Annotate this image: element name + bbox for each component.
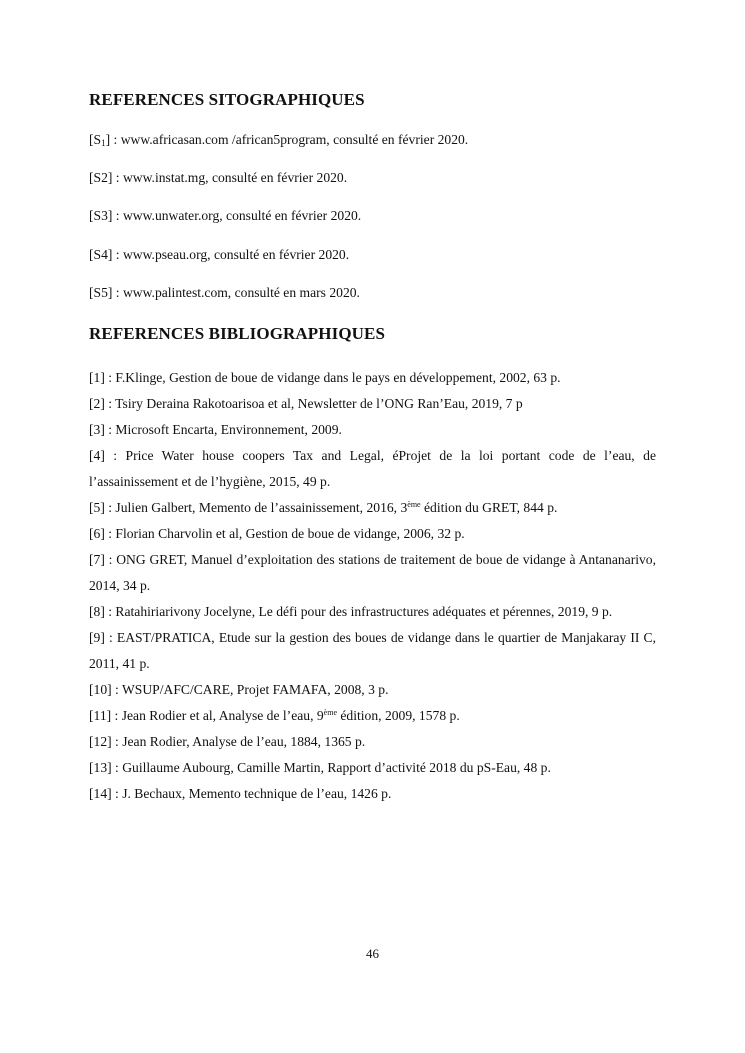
bibliography-item-6: [6] : Florian Charvolin et al, Gestion de boue de vidange, 2006, 32 p. [89, 526, 465, 541]
sitographic-item-s5: [S5] : www.palintest.com, consulté en mars 2020. [89, 285, 360, 300]
bibliography-item-13: [13] : Guillaume Aubourg, Camille Martin, Rapport d’activité 2018 du pS-Eau, 48 p. [89, 760, 551, 775]
sitographic-heading: REFERENCES SITOGRAPHIQUES [89, 90, 365, 109]
s1-text: : www.africasan.com /african5program, consulté en février 2020. [110, 132, 469, 147]
bibliography-item-8: [8] : Ratahiriarivony Jocelyne, Le défi pour des infrastructures adéquates et pérennes, 2019, 9 p. [89, 604, 613, 619]
item-5-superscript: ème [407, 500, 421, 509]
page-number: 46 [366, 946, 379, 961]
s1-label-pre: [S [89, 132, 102, 147]
bibliography-item-3: [3] : Microsoft Encarta, Environnement, 2009. [89, 422, 342, 437]
item-11-text-post: édition, 2009, 1578 p. [337, 708, 460, 723]
bibliography-item-1: [1] : F.Klinge, Gestion de boue de vidange dans le pays en développement, 2002, 63 p. [89, 370, 561, 385]
sitographic-item-s4: [S4] : www.pseau.org, consulté en février 2020. [89, 247, 350, 262]
bibliography-item-10: [10] : WSUP/AFC/CARE, Projet FAMAFA, 2008, 3 p. [89, 682, 389, 697]
bibliography-item-5 [89, 495, 656, 521]
item-11-text-pre: [11] : Jean Rodier et al, Analyse de l’eau, 9 [89, 708, 324, 723]
item-11-superscript: ème [323, 708, 337, 717]
bibliography-item-4: [4] : Price Water house coopers Tax and Legal, éProjet de la loi portant code de l’eau, de l’assainissement et de l’hygiène, 2015, 49 p. [89, 448, 656, 489]
sitographic-item-s3: [S3] : www.unwater.org, consulté en février 2020. [89, 208, 362, 223]
sitographic-item-s1 [89, 132, 468, 148]
bibliographic-heading: REFERENCES BIBLIOGRAPHIQUES [89, 324, 386, 343]
s1-label-sub: 1 [101, 138, 106, 148]
bibliography-item-12: [12] : Jean Rodier, Analyse de l’eau, 1884, 1365 p. [89, 734, 366, 749]
bibliography-item-7: [7] : ONG GRET, Manuel d’exploitation des stations de traitement de boue de vidange à Antananarivo, 2014, 34 p. [89, 552, 656, 593]
bibliography-list [89, 365, 656, 807]
bibliography-item-11 [89, 703, 656, 729]
item-5-text-pre: [5] : Julien Galbert, Memento de l’assainissement, 2016, 3 [89, 500, 408, 515]
sitographic-item-s2: [S2] : www.instat.mg, consulté en février 2020. [89, 170, 348, 185]
bibliography-item-2: [2] : Tsiry Deraina Rakotoarisoa et al, Newsletter de l’ONG Ran’Eau, 2019, 7 p [89, 396, 523, 411]
item-5-text-post: édition du GRET, 844 p. [420, 500, 558, 515]
s1-label-post: ] [105, 132, 111, 147]
bibliography-item-9: [9] : EAST/PRATICA, Etude sur la gestion des boues de vidange dans le quartier de Manjakaray II C, 2011, 41 p. [89, 630, 656, 671]
bibliography-item-14: [14] : J. Bechaux, Memento technique de l’eau, 1426 p. [89, 786, 392, 801]
